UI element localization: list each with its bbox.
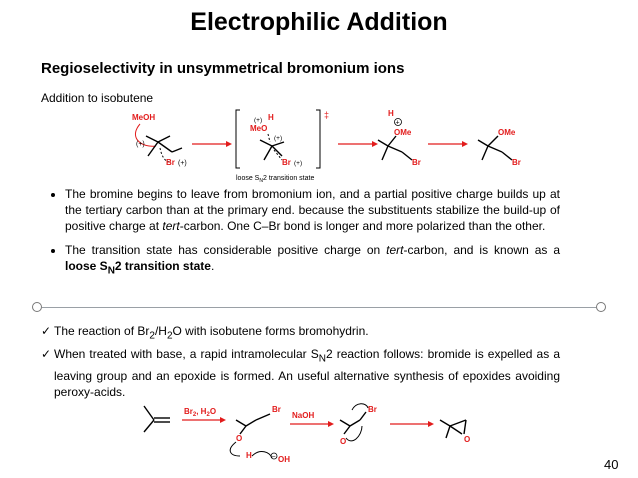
alkoxide-o-label: O: [340, 437, 347, 446]
ts-plus-label-2: (+): [274, 135, 283, 142]
oxonium-ome-label: OMe: [394, 128, 412, 137]
check-item-2: ✓ When treated with base, a rapid intramolecular $S_N2$ reaction follows: bromide is expelled as a leaving group and an epoxide is formed. An useful alternative synthesis of epoxides avoiding peroxy-acids.: [41, 347, 560, 399]
curved-arrow-2: [230, 442, 240, 456]
reaction-arrow-3-head: [462, 141, 468, 147]
reaction-scheme-epoxide: [140, 396, 490, 468]
check-item-1: ✓ The reaction of $Br_2/H_2O$ with isobutene forms bromohydrin.: [41, 323, 560, 344]
hydroxide-label: OH: [278, 455, 290, 464]
bromohydrin-skeleton: [236, 414, 270, 434]
product-br-label: Br: [512, 158, 521, 167]
bullet-list: [50, 186, 560, 287]
reagent-label: $Br_2$, $H_2O$: [184, 407, 217, 418]
ts-plus-label-3: (+): [294, 160, 303, 167]
epoxide-o-label: O: [464, 435, 471, 444]
meoh-label: MeOH: [132, 113, 156, 122]
ts-br-label: Br: [282, 158, 291, 167]
slide-title: Electrophilic Addition: [190, 8, 448, 36]
divider-right-knob: [596, 302, 606, 312]
reaction-arrow-6-head: [428, 421, 434, 427]
bullet-item-1: • The bromine begins to leave from bromonium ion, and a partial positive charge builds up at the tertiary carbon than at the primary end. because the substituents stabilize the build-up of positive charge at tert-carbon. One C–Br bond is longer and more polarized than the other.: [65, 186, 560, 234]
reaction-arrow-4-head: [220, 417, 226, 423]
ts-meo-label: MeO: [250, 124, 268, 133]
ts-h-label: H: [268, 113, 274, 122]
product-ome-label: OMe: [498, 128, 516, 137]
oxonium-skeleton: [378, 136, 412, 160]
reaction-arrow-2-head: [372, 141, 378, 147]
divider-line: [42, 307, 596, 308]
alkoxide-skeleton: [340, 412, 366, 434]
left-bracket: [236, 110, 240, 168]
oxonium-br-label: Br: [412, 158, 421, 167]
right-bracket: [316, 110, 320, 168]
br-label: Br: [166, 158, 175, 167]
bromohydrin-o-label: O: [236, 434, 243, 443]
section-heading: Regioselectivity in unsymmetrical bromonium ions: [41, 60, 405, 77]
partial-plus-label: (+): [136, 141, 145, 148]
ts-caption: loose $S_N2$ transition state: [236, 175, 315, 184]
partial-plus-label-2: (+): [178, 160, 187, 167]
ts-plus-label: (+): [254, 117, 263, 124]
curved-arrow-3: [252, 452, 272, 458]
epoxide-skeleton: [440, 420, 466, 438]
naoh-label: NaOH: [292, 411, 315, 420]
reaction-scheme-bromonium: [110, 108, 540, 186]
minus-text: −: [271, 453, 276, 461]
check-mark-icon: ✓: [41, 324, 52, 338]
check-mark-icon: ✓: [41, 347, 52, 362]
check-list: [41, 323, 560, 402]
circle-plus-text: +: [395, 119, 400, 127]
sub-heading: Addition to isobutene: [41, 91, 154, 105]
bromohydrin-h-label: H: [246, 451, 252, 460]
alkoxide-br-label: Br: [368, 405, 377, 414]
isobutene-skeleton: [144, 406, 170, 432]
product-skeleton: [478, 136, 512, 160]
dagger-symbol: ‡: [324, 110, 330, 120]
ts-skeleton: [260, 140, 284, 160]
curved-arrow-5: [352, 404, 368, 410]
bullet-item-2: • The transition state has considerable positive charge on tert-carbon, and is known as a loose $S_N2$ transition state.: [65, 242, 560, 279]
page-number: 40: [604, 457, 619, 472]
divider-left-knob: [32, 302, 42, 312]
reaction-arrow-5-head: [328, 421, 334, 427]
oxonium-h-label: H: [388, 109, 394, 118]
bromohydrin-br-label: Br: [272, 405, 281, 414]
reaction-arrow-1-head: [226, 141, 232, 147]
